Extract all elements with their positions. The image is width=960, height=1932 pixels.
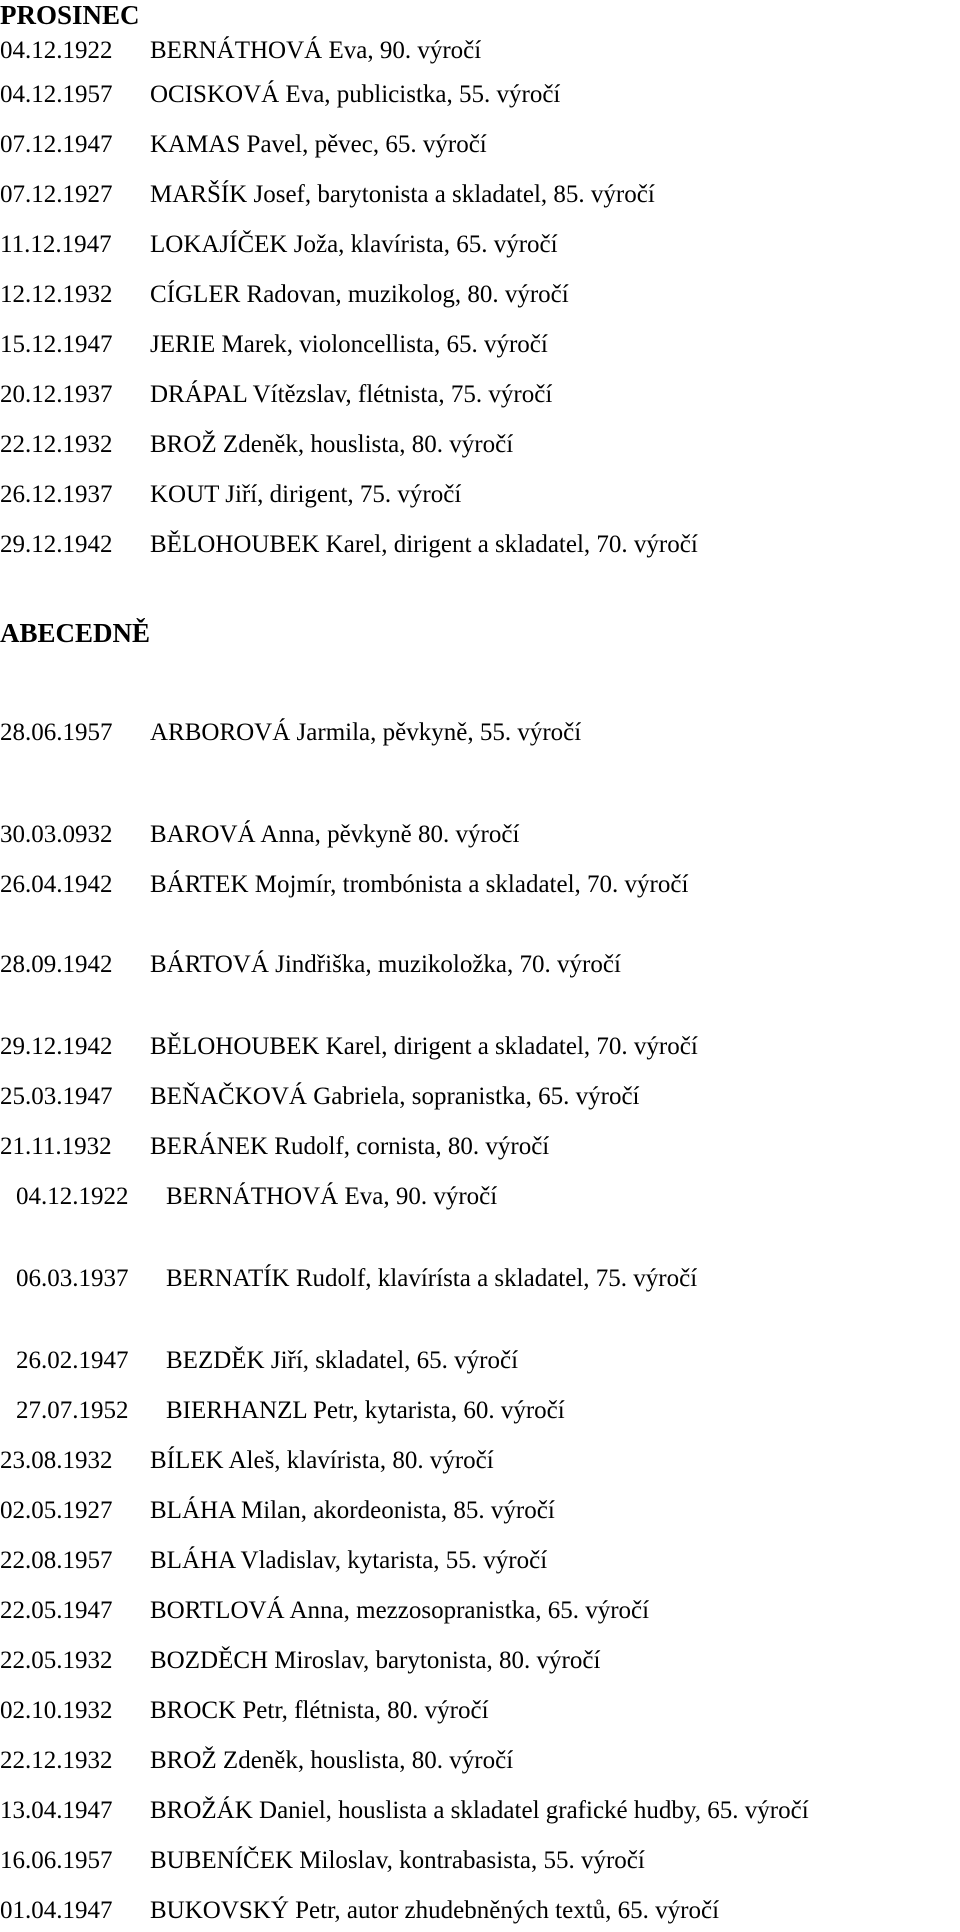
list-item <box>0 230 558 260</box>
entry-date: 22.12.1932 <box>0 1747 113 1774</box>
list-item <box>0 380 552 410</box>
entry-date: 29.12.1942 <box>0 1033 113 1060</box>
entry-text: BERNÁTHOVÁ Eva, 90. výročí <box>166 1183 498 1210</box>
list-item <box>0 1082 640 1112</box>
entry-text: BĚLOHOUBEK Karel, dirigent a skladatel, 70. výročí <box>150 1033 698 1060</box>
list-item <box>0 718 581 748</box>
entry-date: 22.05.1947 <box>0 1597 113 1624</box>
entry-date: 27.07.1952 <box>16 1397 129 1424</box>
list-item <box>0 330 548 360</box>
list-item <box>0 1696 489 1726</box>
entry-date: 28.09.1942 <box>0 951 113 978</box>
list-item <box>0 36 481 66</box>
entry-text: BROŽ Zdeněk, houslista, 80. výročí <box>150 431 514 458</box>
list-item <box>0 1846 645 1876</box>
entry-text: KAMAS Pavel, pěvec, 65. výročí <box>150 131 487 158</box>
entry-text: BERNÁTHOVÁ Eva, 90. výročí <box>150 37 482 64</box>
entry-text: BLÁHA Vladislav, kytarista, 55. výročí <box>150 1547 548 1574</box>
entry-date: 15.12.1947 <box>0 331 113 358</box>
entry-date: 23.08.1932 <box>0 1447 113 1474</box>
entry-date: 01.04.1947 <box>0 1897 113 1924</box>
entry-text: JERIE Marek, violoncellista, 65. výročí <box>150 331 548 358</box>
entry-text: BERNATÍK Rudolf, klavírísta a skladatel, 75. výročí <box>166 1265 698 1292</box>
list-item <box>0 870 688 900</box>
entry-text: BUKOVSKÝ Petr, autor zhudebněných textů, 65. výročí <box>150 1897 720 1924</box>
list-item <box>0 1746 513 1776</box>
entry-date: 11.12.1947 <box>0 231 112 258</box>
section-heading-alphabetical: ABECEDNĚ <box>0 618 151 648</box>
list-item <box>16 1396 565 1426</box>
entry-date: 13.04.1947 <box>0 1797 113 1824</box>
section-heading-december: PROSINEC <box>0 0 140 30</box>
entry-date: 04.12.1922 <box>0 37 113 64</box>
entry-text: BUBENÍČEK Miloslav, kontrabasista, 55. výročí <box>150 1847 645 1874</box>
list-item <box>0 820 519 850</box>
entry-text: DRÁPAL Vítězslav, flétnista, 75. výročí <box>150 381 553 408</box>
entry-text: BAROVÁ Anna, pěvkyně 80. výročí <box>150 821 520 848</box>
entry-text: OCISKOVÁ Eva, publicistka, 55. výročí <box>150 81 561 108</box>
entry-date: 20.12.1937 <box>0 381 113 408</box>
entry-text: ARBOROVÁ Jarmila, pěvkyně, 55. výročí <box>150 719 582 746</box>
entry-date: 21.11.1932 <box>0 1133 112 1160</box>
list-item <box>0 1796 809 1826</box>
entry-text: BÍLEK Aleš, klavírista, 80. výročí <box>150 1447 494 1474</box>
entry-date: 26.12.1937 <box>0 481 113 508</box>
list-item <box>0 1446 494 1476</box>
entry-date: 28.06.1957 <box>0 719 113 746</box>
entry-text: BEZDĚK Jiří, skladatel, 65. výročí <box>166 1347 519 1374</box>
entry-text: BĚLOHOUBEK Karel, dirigent a skladatel, 70. výročí <box>150 531 698 558</box>
entry-date: 25.03.1947 <box>0 1083 113 1110</box>
list-item <box>0 1896 719 1926</box>
entry-date: 07.12.1947 <box>0 131 113 158</box>
list-item <box>0 950 621 980</box>
list-item <box>16 1182 497 1212</box>
entry-text: BIERHANZL Petr, kytarista, 60. výročí <box>166 1397 565 1424</box>
entry-date: 04.12.1922 <box>16 1183 129 1210</box>
list-item <box>0 480 461 510</box>
entry-text: BÁRTOVÁ Jindřiška, muzikoložka, 70. výročí <box>150 951 621 978</box>
entry-text: BORTLOVÁ Anna, mezzosopranistka, 65. výročí <box>150 1597 650 1624</box>
entry-date: 07.12.1927 <box>0 181 113 208</box>
entry-text: BROŽÁK Daniel, houslista a skladatel grafické hudby, 65. výročí <box>150 1797 809 1824</box>
entry-text: CÍGLER Radovan, muzikolog, 80. výročí <box>150 281 569 308</box>
entry-date: 22.08.1957 <box>0 1547 113 1574</box>
list-item <box>0 180 655 210</box>
list-item <box>0 1132 549 1162</box>
list-item <box>0 1032 698 1062</box>
entry-date: 30.03.0932 <box>0 821 113 848</box>
list-item <box>0 530 698 560</box>
entry-text: BROŽ Zdeněk, houslista, 80. výročí <box>150 1747 514 1774</box>
entry-text: MARŠÍK Josef, barytonista a skladatel, 85. výročí <box>150 181 655 208</box>
entry-date: 22.12.1932 <box>0 431 113 458</box>
list-item <box>16 1346 518 1376</box>
list-item <box>0 80 560 110</box>
list-item <box>0 1646 600 1676</box>
entry-date: 04.12.1957 <box>0 81 113 108</box>
entry-text: BÁRTEK Mojmír, trombónista a skladatel, 70. výročí <box>150 871 689 898</box>
entry-date: 06.03.1937 <box>16 1265 129 1292</box>
entry-date: 26.04.1942 <box>0 871 113 898</box>
entry-date: 16.06.1957 <box>0 1847 113 1874</box>
entry-date: 26.02.1947 <box>16 1347 129 1374</box>
list-item <box>0 130 487 160</box>
entry-text: LOKAJÍČEK Joža, klavírista, 65. výročí <box>150 231 558 258</box>
entry-date: 02.10.1932 <box>0 1697 113 1724</box>
entry-date: 12.12.1932 <box>0 281 113 308</box>
list-item <box>0 430 513 460</box>
entry-date: 02.05.1927 <box>0 1497 113 1524</box>
entry-text: BERÁNEK Rudolf, cornista, 80. výročí <box>150 1133 550 1160</box>
entry-date: 29.12.1942 <box>0 531 113 558</box>
entry-date: 22.05.1932 <box>0 1647 113 1674</box>
list-item <box>0 1546 547 1576</box>
entry-text: BLÁHA Milan, akordeonista, 85. výročí <box>150 1497 555 1524</box>
list-item <box>0 280 569 310</box>
list-item <box>0 1596 649 1626</box>
entry-text: BEŇAČKOVÁ Gabriela, sopranistka, 65. výročí <box>150 1083 640 1110</box>
entry-text: KOUT Jiří, dirigent, 75. výročí <box>150 481 462 508</box>
list-item <box>16 1264 697 1294</box>
entry-text: BOZDĚCH Miroslav, barytonista, 80. výročí <box>150 1647 601 1674</box>
entry-text: BROCK Petr, flétnista, 80. výročí <box>150 1697 489 1724</box>
list-item <box>0 1496 555 1526</box>
